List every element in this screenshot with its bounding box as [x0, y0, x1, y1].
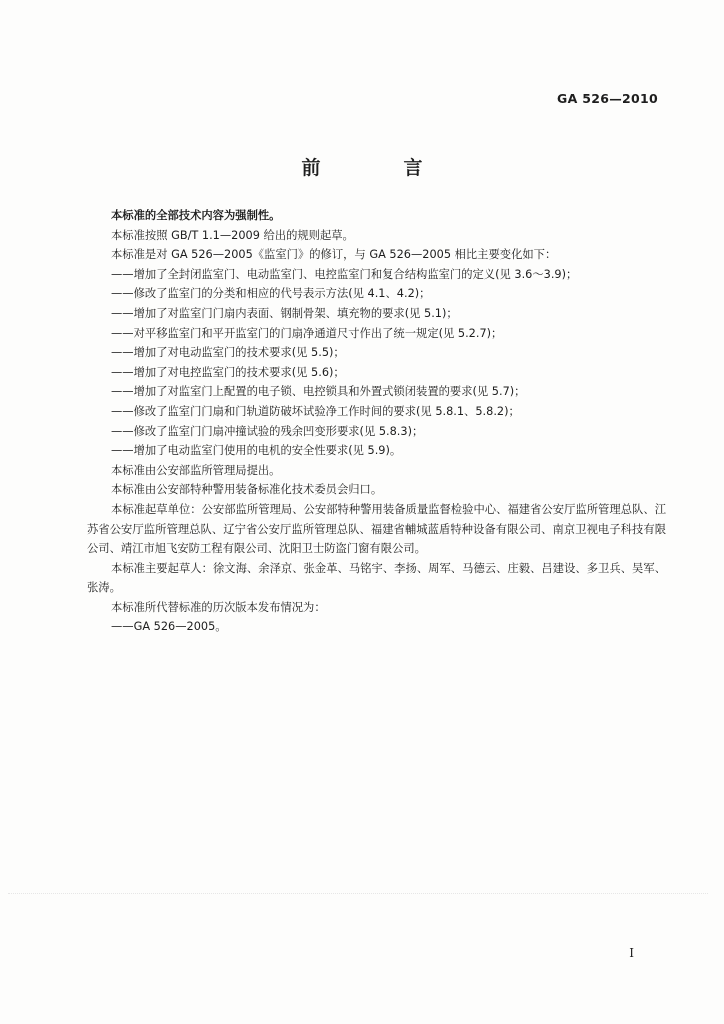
change-item: ——对平移监室门和平开监室门的门扇净通道尺寸作出了统一规定(见 5.2.7)； [111, 326, 503, 340]
change-item: ——增加了对电控监室门的技术要求(见 5.6)； [111, 365, 345, 379]
mandatory-statement: 本标准的全部技术内容为强制性。 [111, 209, 281, 222]
history-item: ——GA 526—2005。 [111, 620, 227, 634]
change-item: ——增加了对监室门门扇内表面、钢制骨架、填充物的要求(见 5.1)； [111, 306, 458, 320]
revision-statement: 本标准是对 GA 526—2005《监室门》的修订，与 GA 526—2005 相比主要变化如下： [111, 248, 557, 262]
change-item: ——增加了对电动监室门的技术要求(见 5.5)； [111, 346, 345, 360]
centralized-statement: 本标准由公安部特种警用装备标准化技术委员会归口。 [111, 483, 383, 497]
change-item: ——修改了监室门门扇和门轨道防破坏试验净工作时间的要求(见 5.8.1、5.8.2)； [111, 404, 520, 418]
drafting-rules-statement: 本标准按照 GB/T 1.1—2009 给出的规则起草。 [111, 228, 354, 242]
foreword-body [87, 206, 666, 637]
change-item: ——增加了电动监室门使用的电机的安全性要求(见 5.9)。 [111, 444, 402, 458]
page-number: I [629, 946, 634, 960]
change-item: ——修改了监室门门扇冲撞试验的残余凹变形要求(见 5.8.3)； [111, 424, 424, 438]
drafters-statement: 本标准主要起草人：徐文海、余泽京、张金革、马铭宇、李扬、周军、马德云、庄毅、吕建设、多卫兵、吴军、张涛。 [87, 561, 666, 595]
history-intro: 本标准所代替标准的历次版本发布情况为： [111, 600, 326, 614]
change-item: ——增加了全封闭监室门、电动监室门、电控监室门和复合结构监室门的定义(见 3.6～3.9)； [111, 267, 578, 281]
page-title: 前 言 [301, 157, 455, 179]
drafting-units-statement: 本标准起草单位：公安部监所管理局、公安部特种警用装备质量监督检验中心、福建省公安厅监所管理总队、江苏省公安厅监所管理总队、辽宁省公安厅监所管理总队、福建省輔城蓝盾特种设备有限公司、南京卫视电子科技有限公司、靖江市旭飞安防工程有限公司、沈阳卫士防盗门窗有限公司。 [87, 502, 666, 556]
scan-artifact-line [8, 893, 708, 900]
proposer-statement: 本标准由公安部监所管理局提出。 [111, 463, 281, 477]
change-item: ——增加了对监室门上配置的电子锁、电控锁具和外置式锁闭装置的要求(见 5.7)； [111, 385, 526, 399]
standard-code: GA 526—2010 [557, 91, 658, 106]
change-item: ——修改了监室门的分类和相应的代号表示方法(见 4.1、4.2)； [111, 287, 431, 301]
